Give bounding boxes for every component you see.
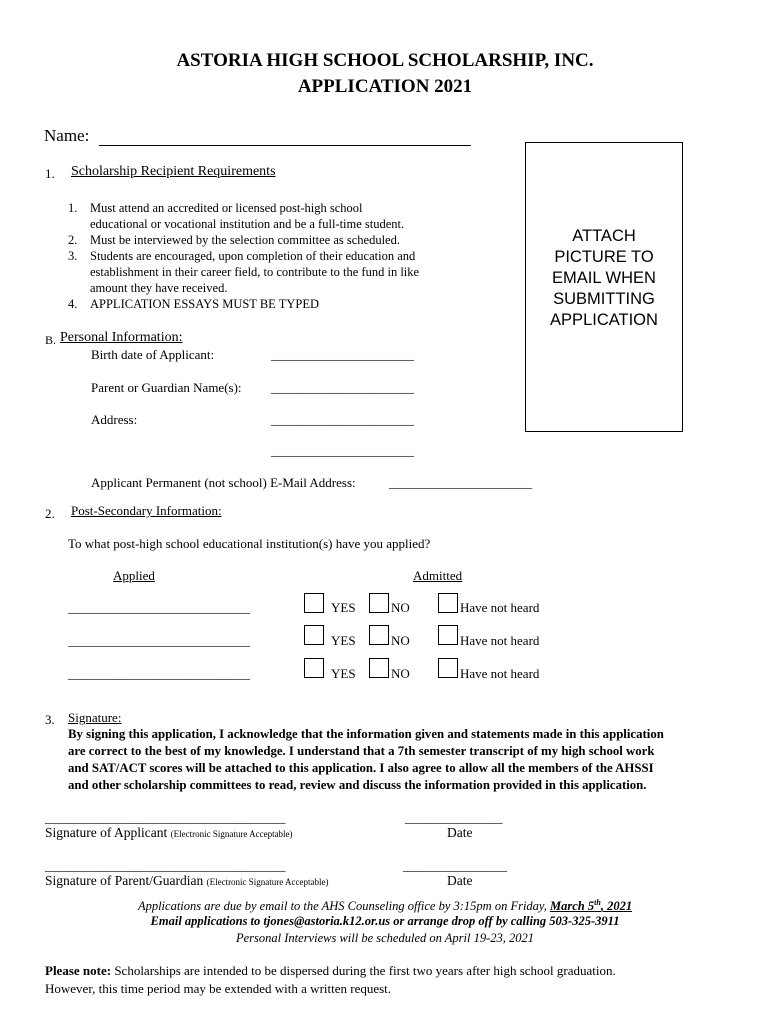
email-instructions: Email applications to tjones@astoria.k12.or.us or arrange drop off by calling 503-325-3911 [150,914,620,928]
section-3-number: 3. [45,712,55,727]
yes-label: YES [331,666,356,681]
requirement-item-cont: establishment in their career field, to contribute to the fund in like [90,265,420,279]
please-note-label: Please note: [45,963,112,978]
interview-dates: Personal Interviews will be scheduled on April 19-23, 2021 [236,931,534,945]
section-2-heading: Post-Secondary Information: [71,503,222,518]
no-checkbox[interactable] [369,593,389,613]
section-3-heading: Signature: [68,710,122,725]
applied-header: Applied [113,568,155,583]
parent-name-label: Parent or Guardian Name(s): [91,380,242,395]
section-1-number: 1. [45,166,55,181]
institution-field[interactable]: ____________________________ [68,633,250,648]
yes-checkbox[interactable] [304,658,324,678]
birth-date-field[interactable]: ______________________ [271,347,414,362]
birth-date-label: Birth date of Applicant: [91,347,215,362]
requirement-item: 4. APPLICATION ESSAYS MUST BE TYPED [68,297,319,311]
yes-label: YES [331,633,356,648]
not-heard-label: Have not heard [460,600,540,615]
applicant-signature-note: (Electronic Signature Acceptable) [170,829,293,839]
name-field-row [44,126,471,146]
requirement-item: 3. Students are encouraged, upon completion of their education and [68,249,416,263]
parent-signature-note: (Electronic Signature Acceptable) [206,877,329,887]
address-label: Address: [91,412,138,427]
applicant-date-field[interactable]: _______________ [405,810,503,825]
due-date-line: Applications are due by email to the AHS Counseling office by 3:15pm on Friday, March 5th, 2021 [137,898,633,914]
no-label: NO [391,600,410,615]
not-heard-label: Have not heard [460,633,540,648]
parent-signature-label-row [45,873,329,889]
not-heard-label: Have not heard [460,666,540,681]
email-label: Applicant Permanent (not school) E-Mail Address: [91,475,356,490]
requirement-item-cont: educational or vocational institution and be a full-time student. [90,217,405,231]
requirement-item: 1. Must attend an accredited or licensed post-high school [68,201,363,215]
requirement-item: 2. Must be interviewed by the selection committee as scheduled. [68,233,400,247]
requirement-item-cont: amount they have received. [90,281,228,295]
please-note: Please note: Scholarships are intended to be dispersed during the first two years after high school graduation. [45,963,616,978]
name-label: Name: [44,126,90,145]
attach-picture-text: ATTACH PICTURE TO EMAIL WHEN SUBMITTING APPLICATION [550,227,658,329]
no-checkbox[interactable] [369,625,389,645]
parent-name-field[interactable]: ______________________ [271,380,414,395]
parent-date-field[interactable]: ________________ [403,858,507,873]
document-title: ASTORIA HIGH SCHOOL SCHOLARSHIP, INC. [176,50,594,71]
institution-field[interactable]: ____________________________ [68,600,250,615]
institutions-question: To what post-high school educational institution(s) have you applied? [68,536,431,551]
institution-field[interactable]: ____________________________ [68,666,250,681]
date-label: Date [447,873,473,888]
no-checkbox[interactable] [369,658,389,678]
signature-statement: By signing this application, I acknowledge that the information given and statements made in this application are correct to the best of my knowledge. I understand that a 7th semester transcript of my high school work and SAT/ACT scores will be attached to this application. I also agree to allow all the members of the AHSSI and other scholarship committees to read, review and discuss the information provided in this application. [68,727,664,792]
no-label: NO [391,633,410,648]
address-field-1[interactable]: ______________________ [271,412,414,427]
address-field-2[interactable]: ______________________ [271,443,414,458]
please-note-line2: However, this time period may be extended with a written request. [45,981,392,996]
name-input-line[interactable] [99,133,471,146]
no-label: NO [391,666,410,681]
requirements-list [68,200,419,312]
admitted-header: Admitted [413,568,463,583]
document-subtitle: APPLICATION 2021 [297,76,473,97]
yes-checkbox[interactable] [304,593,324,613]
parent-signature-field[interactable]: _____________________________________ [45,858,286,873]
not-heard-checkbox[interactable] [438,593,458,613]
not-heard-checkbox[interactable] [438,625,458,645]
yes-checkbox[interactable] [304,625,324,645]
parent-signature-label: Signature of Parent/Guardian [45,873,204,888]
not-heard-checkbox[interactable] [438,658,458,678]
attach-picture-box [525,142,683,432]
due-date: March 5 [550,899,595,914]
applicant-signature-label: Signature of Applicant [45,825,168,840]
date-label: Date [447,825,473,840]
applicant-signature-field[interactable]: _____________________________________ [45,810,286,825]
section-1-heading: Scholarship Recipient Requirements [71,164,276,179]
section-b-prefix: B. [45,333,57,347]
applicant-signature-label-row [45,825,293,841]
section-b-heading: Personal Information: [60,330,183,345]
email-field[interactable]: ______________________ [389,475,532,490]
section-2-number: 2. [45,506,55,521]
yes-label: YES [331,600,356,615]
